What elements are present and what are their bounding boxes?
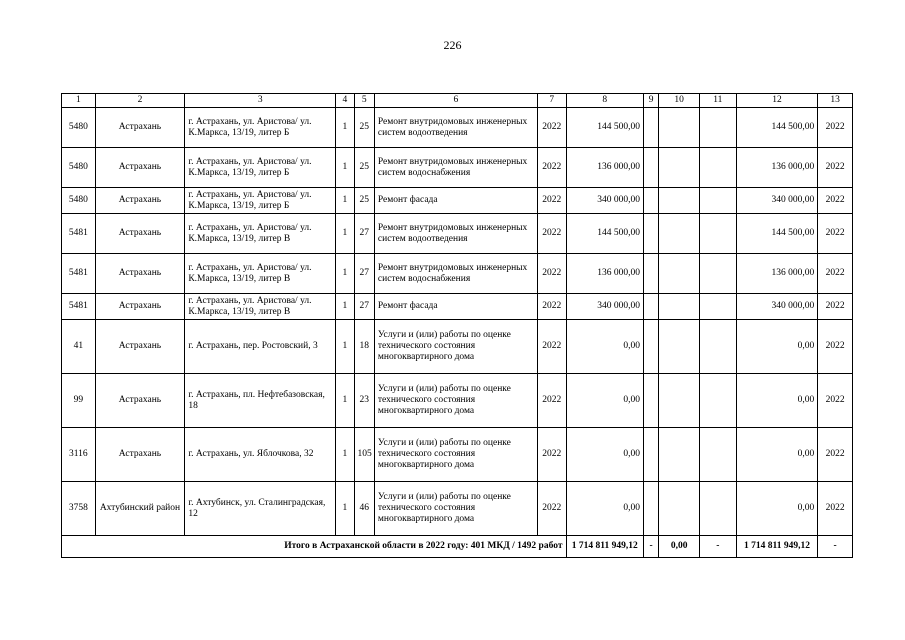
year-cell: 2022 (537, 188, 566, 214)
plan-year-cell: 2022 (818, 294, 853, 320)
area-cell: 27 (354, 254, 374, 294)
header-cell: 10 (659, 94, 700, 108)
header-cell: 4 (336, 94, 354, 108)
address-cell: г. Астрахань, пер. Ростовский, 3 (185, 320, 336, 374)
address-cell: г. Астрахань, ул. Аристова/ ул. К.Маркса, 13/19, литер В (185, 214, 336, 254)
year-cell: 2022 (537, 320, 566, 374)
year-cell: 2022 (537, 254, 566, 294)
total-label: Итого в Астраханской области в 2022 году: 401 МКД / 1492 работ (62, 536, 567, 558)
cost-cell: 144 500,00 (566, 108, 643, 148)
col10-cell (659, 108, 700, 148)
plan-year-cell: 2022 (818, 374, 853, 428)
count-cell: 1 (336, 428, 354, 482)
municipality-cell: Астрахань (95, 320, 185, 374)
area-cell: 23 (354, 374, 374, 428)
municipality-cell: Астрахань (95, 188, 185, 214)
col10-cell (659, 214, 700, 254)
total-c11-cell: - (700, 536, 737, 558)
col9-cell (643, 214, 658, 254)
address-cell: г. Астрахань, ул. Аристова/ ул. К.Маркса, 13/19, литер В (185, 294, 336, 320)
header-cell: 5 (354, 94, 374, 108)
table-row (62, 214, 853, 254)
col9-cell (643, 108, 658, 148)
table-row (62, 254, 853, 294)
col9-cell (643, 294, 658, 320)
header-cell: 6 (374, 94, 537, 108)
table-row (62, 294, 853, 320)
table-row (62, 428, 853, 482)
total-cost-cell: 144 500,00 (736, 108, 818, 148)
count-cell: 1 (336, 214, 354, 254)
col9-cell (643, 188, 658, 214)
col11-cell (700, 254, 737, 294)
municipality-cell: Астрахань (95, 214, 185, 254)
cost-cell: 136 000,00 (566, 148, 643, 188)
year-cell: 2022 (537, 374, 566, 428)
table-row (62, 374, 853, 428)
area-cell: 25 (354, 188, 374, 214)
work-type-cell: Ремонт внутридомовых инженерных систем водоснабжения (374, 254, 537, 294)
address-cell: г. Астрахань, ул. Аристова/ ул. К.Маркса, 13/19, литер Б (185, 108, 336, 148)
col9-cell (643, 374, 658, 428)
col10-cell (659, 254, 700, 294)
works-table (61, 93, 853, 558)
total-c13-cell: - (818, 536, 853, 558)
total-row (62, 536, 853, 558)
total-cost-cell: 0,00 (736, 320, 818, 374)
object-id-cell: 5481 (62, 294, 96, 320)
col11-cell (700, 148, 737, 188)
object-id-cell: 3116 (62, 428, 96, 482)
header-cell: 2 (95, 94, 185, 108)
count-cell: 1 (336, 188, 354, 214)
col10-cell (659, 374, 700, 428)
col11-cell (700, 108, 737, 148)
cost-cell: 136 000,00 (566, 254, 643, 294)
total-cost-cell: 0,00 (736, 374, 818, 428)
work-type-cell: Ремонт внутридомовых инженерных систем водоснабжения (374, 148, 537, 188)
object-id-cell: 5480 (62, 188, 96, 214)
col10-cell (659, 320, 700, 374)
count-cell: 1 (336, 148, 354, 188)
col9-cell (643, 148, 658, 188)
table-row (62, 482, 853, 536)
count-cell: 1 (336, 320, 354, 374)
header-cell: 13 (818, 94, 853, 108)
area-cell: 25 (354, 108, 374, 148)
cost-cell: 0,00 (566, 374, 643, 428)
plan-year-cell: 2022 (818, 482, 853, 536)
header-cell: 9 (643, 94, 658, 108)
page-number: 226 (443, 38, 462, 52)
total-cost-cell: 136 000,00 (736, 148, 818, 188)
count-cell: 1 (336, 294, 354, 320)
total-c8-cell: 1 714 811 949,12 (566, 536, 643, 558)
col9-cell (643, 482, 658, 536)
municipality-cell: Ахтубинский район (95, 482, 185, 536)
col9-cell (643, 428, 658, 482)
total-cost-cell: 136 000,00 (736, 254, 818, 294)
municipality-cell: Астрахань (95, 428, 185, 482)
object-id-cell: 5480 (62, 148, 96, 188)
total-cost-cell: 144 500,00 (736, 214, 818, 254)
cost-cell: 144 500,00 (566, 214, 643, 254)
object-id-cell: 5481 (62, 254, 96, 294)
cost-cell: 0,00 (566, 482, 643, 536)
address-cell: г. Ахтубинск, ул. Сталинградская, 12 (185, 482, 336, 536)
col11-cell (700, 294, 737, 320)
header-cell: 12 (736, 94, 818, 108)
year-cell: 2022 (537, 214, 566, 254)
area-cell: 27 (354, 214, 374, 254)
area-cell: 46 (354, 482, 374, 536)
col11-cell (700, 320, 737, 374)
municipality-cell: Астрахань (95, 108, 185, 148)
plan-year-cell: 2022 (818, 254, 853, 294)
address-cell: г. Астрахань, ул. Аристова/ ул. К.Маркса, 13/19, литер В (185, 254, 336, 294)
cost-cell: 340 000,00 (566, 294, 643, 320)
col10-cell (659, 294, 700, 320)
object-id-cell: 3758 (62, 482, 96, 536)
address-cell: г. Астрахань, ул. Яблочкова, 32 (185, 428, 336, 482)
year-cell: 2022 (537, 108, 566, 148)
plan-year-cell: 2022 (818, 214, 853, 254)
plan-year-cell: 2022 (818, 188, 853, 214)
work-type-cell: Услуги и (или) работы по оценке технического состояния многоквартирного дома (374, 374, 537, 428)
col11-cell (700, 188, 737, 214)
count-cell: 1 (336, 108, 354, 148)
work-type-cell: Ремонт внутридомовых инженерных систем водоотведения (374, 214, 537, 254)
address-cell: г. Астрахань, ул. Аристова/ ул. К.Маркса, 13/19, литер Б (185, 148, 336, 188)
table-row (62, 108, 853, 148)
table-row (62, 320, 853, 374)
municipality-cell: Астрахань (95, 148, 185, 188)
col10-cell (659, 188, 700, 214)
total-c12-cell: 1 714 811 949,12 (736, 536, 818, 558)
col9-cell (643, 254, 658, 294)
object-id-cell: 41 (62, 320, 96, 374)
cost-cell: 0,00 (566, 428, 643, 482)
municipality-cell: Астрахань (95, 374, 185, 428)
count-cell: 1 (336, 374, 354, 428)
col10-cell (659, 148, 700, 188)
table-header-row (62, 94, 853, 108)
work-type-cell: Услуги и (или) работы по оценке технического состояния многоквартирного дома (374, 482, 537, 536)
total-cost-cell: 0,00 (736, 428, 818, 482)
count-cell: 1 (336, 254, 354, 294)
address-cell: г. Астрахань, пл. Нефтебазовская, 18 (185, 374, 336, 428)
year-cell: 2022 (537, 428, 566, 482)
work-type-cell: Услуги и (или) работы по оценке технического состояния многоквартирного дома (374, 320, 537, 374)
table-row (62, 148, 853, 188)
year-cell: 2022 (537, 482, 566, 536)
plan-year-cell: 2022 (818, 320, 853, 374)
plan-year-cell: 2022 (818, 148, 853, 188)
area-cell: 105 (354, 428, 374, 482)
municipality-cell: Астрахань (95, 254, 185, 294)
plan-year-cell: 2022 (818, 108, 853, 148)
year-cell: 2022 (537, 294, 566, 320)
address-cell: г. Астрахань, ул. Аристова/ ул. К.Маркса, 13/19, литер Б (185, 188, 336, 214)
object-id-cell: 99 (62, 374, 96, 428)
work-type-cell: Ремонт внутридомовых инженерных систем водоотведения (374, 108, 537, 148)
header-cell: 8 (566, 94, 643, 108)
col11-cell (700, 428, 737, 482)
object-id-cell: 5481 (62, 214, 96, 254)
area-cell: 18 (354, 320, 374, 374)
cost-cell: 0,00 (566, 320, 643, 374)
work-type-cell: Ремонт фасада (374, 188, 537, 214)
object-id-cell: 5480 (62, 108, 96, 148)
work-type-cell: Ремонт фасада (374, 294, 537, 320)
col9-cell (643, 320, 658, 374)
col11-cell (700, 214, 737, 254)
table-row (62, 188, 853, 214)
count-cell: 1 (336, 482, 354, 536)
total-cost-cell: 340 000,00 (736, 188, 818, 214)
total-c10-cell: 0,00 (659, 536, 700, 558)
cost-cell: 340 000,00 (566, 188, 643, 214)
area-cell: 27 (354, 294, 374, 320)
header-cell: 7 (537, 94, 566, 108)
total-cost-cell: 340 000,00 (736, 294, 818, 320)
total-c9-cell: - (643, 536, 658, 558)
header-cell: 1 (62, 94, 96, 108)
col10-cell (659, 482, 700, 536)
col11-cell (700, 482, 737, 536)
work-type-cell: Услуги и (или) работы по оценке технического состояния многоквартирного дома (374, 428, 537, 482)
col10-cell (659, 428, 700, 482)
header-cell: 11 (700, 94, 737, 108)
col11-cell (700, 374, 737, 428)
plan-year-cell: 2022 (818, 428, 853, 482)
area-cell: 25 (354, 148, 374, 188)
header-cell: 3 (185, 94, 336, 108)
total-cost-cell: 0,00 (736, 482, 818, 536)
municipality-cell: Астрахань (95, 294, 185, 320)
year-cell: 2022 (537, 148, 566, 188)
